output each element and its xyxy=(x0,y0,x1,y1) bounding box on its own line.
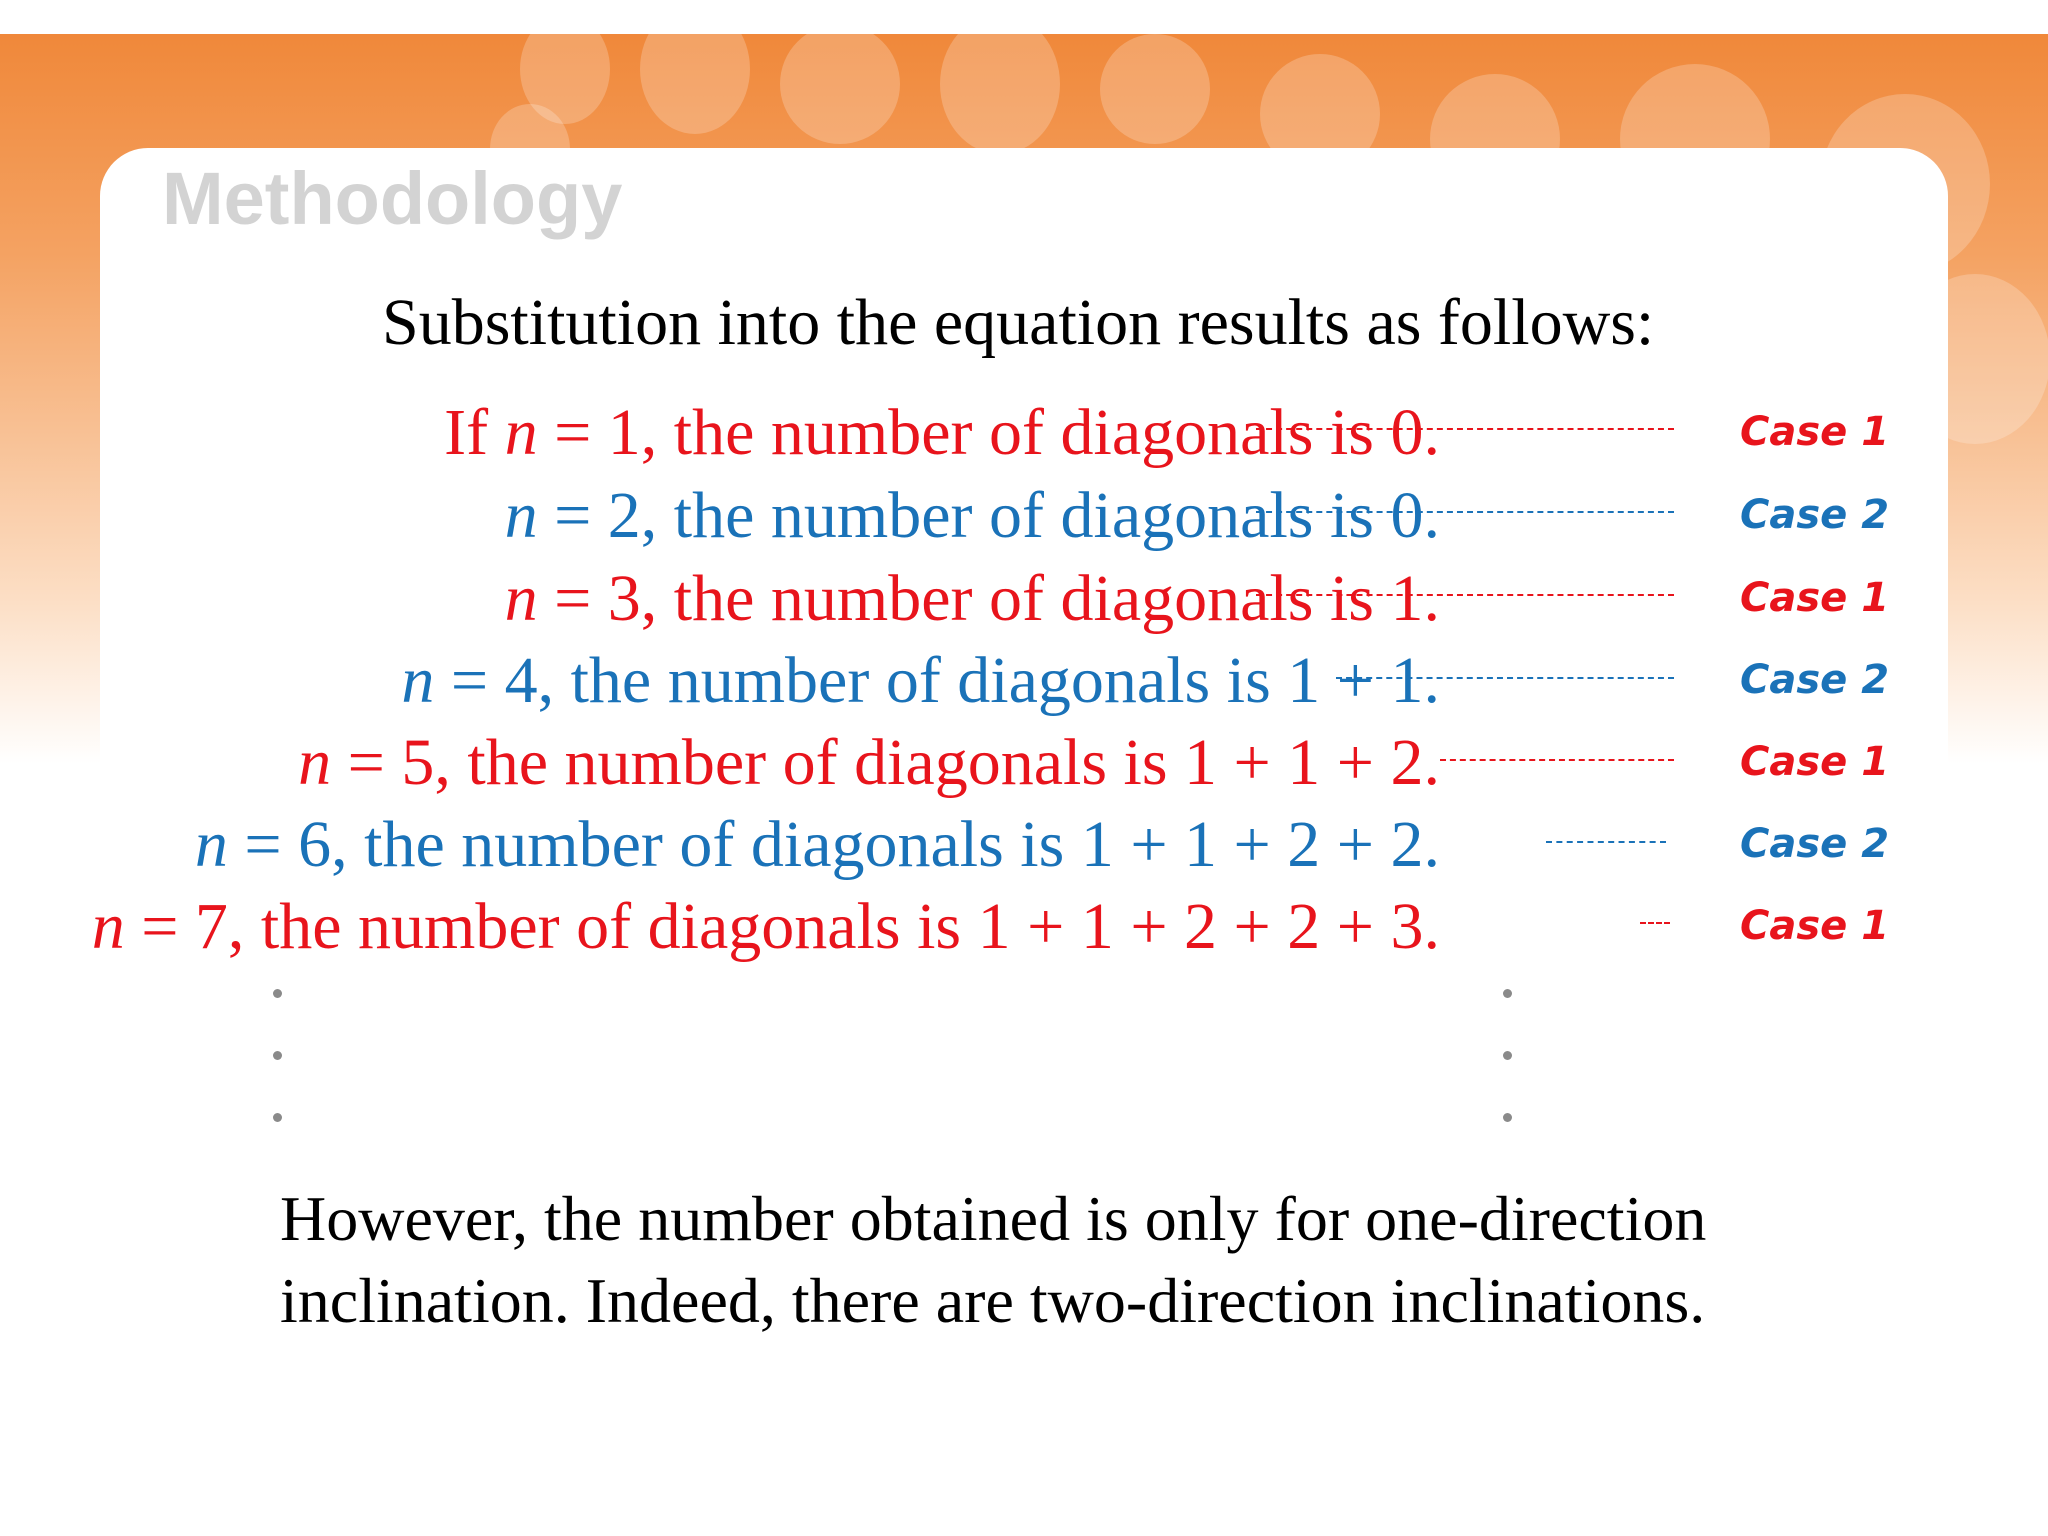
continuation-dot xyxy=(1503,1113,1512,1122)
case-row-n5 xyxy=(298,722,1440,804)
case-label-4: Case 2 xyxy=(1740,657,1890,703)
continuation-dot xyxy=(1503,1051,1512,1060)
n-symbol: n xyxy=(194,808,228,881)
row-text: = 3, the number of diagonals is 1. xyxy=(537,562,1440,635)
n-symbol: n xyxy=(504,479,538,552)
leader-line-4 xyxy=(1336,677,1674,679)
case-label-2: Case 2 xyxy=(1740,492,1890,538)
case-row-n7 xyxy=(92,886,1440,968)
case-row-n1 xyxy=(444,392,1440,474)
leader-line-3 xyxy=(1256,594,1674,596)
continuation-dot xyxy=(273,1113,282,1122)
leader-line-2 xyxy=(1256,511,1674,513)
case-row-n6 xyxy=(195,804,1440,886)
continuation-dot xyxy=(1503,989,1512,998)
n-symbol: n xyxy=(298,726,332,799)
case-label-5: Case 1 xyxy=(1740,739,1890,785)
case-label-3: Case 1 xyxy=(1740,575,1890,621)
row-text: = 1, the number of diagonals is 0. xyxy=(537,396,1440,469)
slide-title: Methodology xyxy=(162,157,623,240)
row-prefix: If xyxy=(444,396,505,469)
leader-line-7 xyxy=(1640,922,1670,924)
row-text: = 7, the number of diagonals is 1 + 1 + 2 + 2 + 3. xyxy=(124,890,1440,963)
leader-line-5 xyxy=(1440,759,1674,761)
n-symbol: n xyxy=(91,890,125,963)
intro-text: Substitution into the equation results as follows: xyxy=(382,286,1655,359)
continuation-dot xyxy=(273,989,282,998)
n-symbol: n xyxy=(504,396,538,469)
conclusion-line-1: However, the number obtained is only for one-direction xyxy=(280,1183,1707,1254)
case-label-1: Case 1 xyxy=(1740,409,1890,455)
case-row-n2 xyxy=(505,475,1440,557)
row-text: = 2, the number of diagonals is 0. xyxy=(537,479,1440,552)
leader-line-6 xyxy=(1546,841,1666,843)
row-text: = 5, the number of diagonals is 1 + 1 + 2. xyxy=(331,726,1440,799)
n-symbol: n xyxy=(401,644,435,717)
conclusion-line-2: inclination. Indeed, there are two-direction inclinations. xyxy=(280,1265,1706,1336)
conclusion-text xyxy=(280,1178,1840,1342)
n-symbol: n xyxy=(504,562,538,635)
row-text: = 6, the number of diagonals is 1 + 1 + 2 + 2. xyxy=(227,808,1440,881)
case-label-6: Case 2 xyxy=(1740,821,1890,867)
leader-line-1 xyxy=(1256,428,1674,430)
case-label-7: Case 1 xyxy=(1740,903,1890,949)
top-strip xyxy=(0,0,2048,34)
case-row-n3 xyxy=(505,558,1440,640)
case-row-n4 xyxy=(401,640,1440,722)
continuation-dot xyxy=(273,1051,282,1060)
row-text: = 4, the number of diagonals is 1 + 1. xyxy=(434,644,1440,717)
